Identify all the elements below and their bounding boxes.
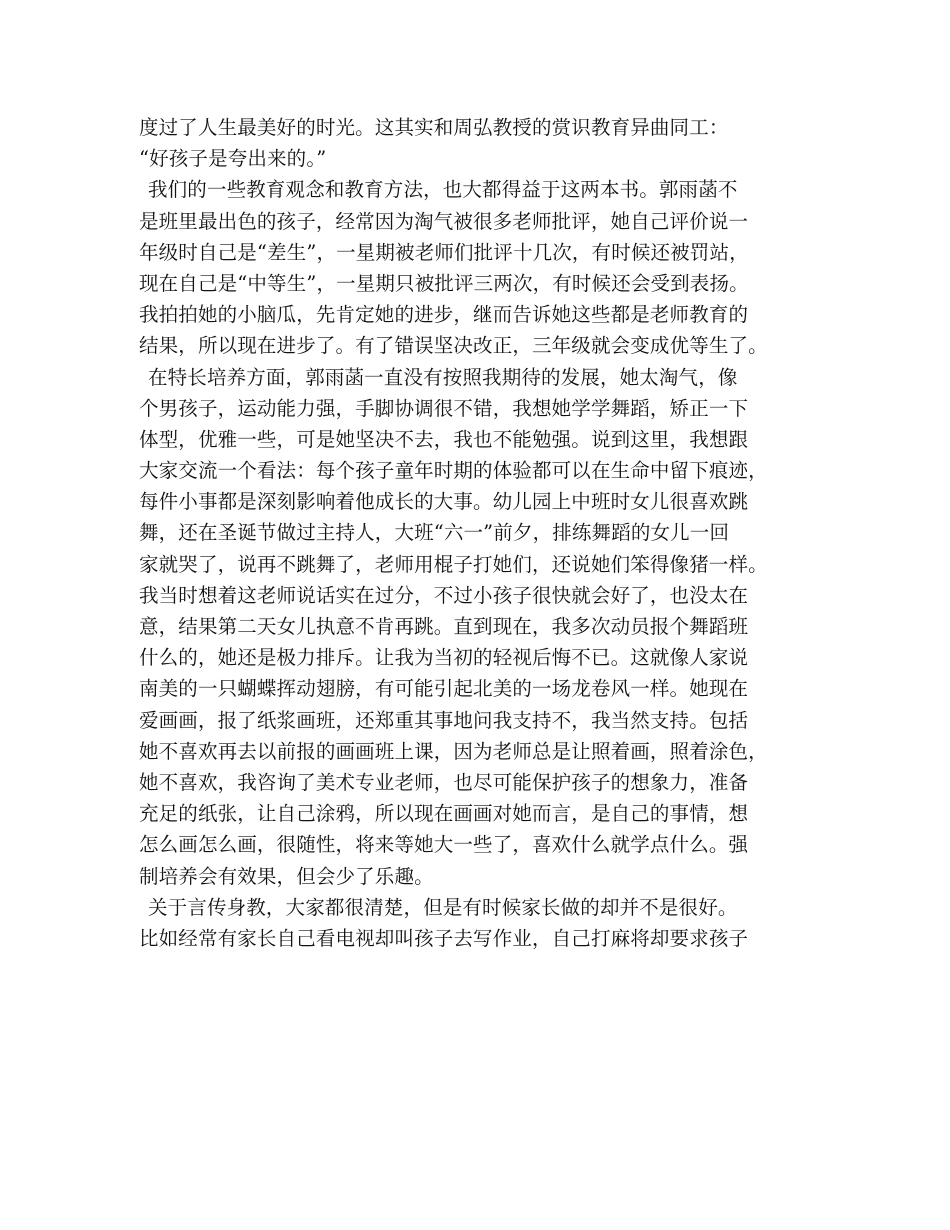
text-line: 家就哭了，说再不跳舞了，老师用棍子打她们，还说她们笨得像猪一样。	[139, 552, 768, 576]
text-line: 个男孩子，运动能力强，手脚协调很不错，我想她学学舞蹈，矫正一下	[139, 396, 749, 420]
text-line: 意，结果第二天女儿执意不肯再跳。直到现在，我多次动员报个舞蹈班	[139, 615, 749, 638]
text-line: 我当时想着这老师说话实在过分，不过小孩子很快就会好了，也没太在	[139, 583, 749, 607]
text-line: 爱画画，报了纸浆画班，还郑重其事地问我支持不，我当然支持。包括	[139, 708, 749, 732]
text-line: 她不喜欢再去以前报的画画班上课，因为老师总是让照着画，照着涂色，	[139, 739, 768, 763]
text-line: 她不喜欢，我咨询了美术专业老师，也尽可能保护孩子的想象力，准备	[139, 770, 749, 794]
text-line: 怎么画怎么画，很随性，将来等她大一些了，喜欢什么就学点什么。强	[139, 833, 749, 857]
text-line: 度过了人生最美好的时光。这其实和周弘教授的赏识教育异曲同工：	[139, 116, 729, 139]
body-text	[139, 112, 821, 954]
text-line: 舞，还在圣诞节做过主持人，大班“六一”前夕，排练舞蹈的女儿一回	[139, 521, 730, 545]
text-line: 充足的纸张，让自己涂鸦，所以现在画画对她而言，是自己的事情，想	[139, 802, 749, 826]
paragraph-first-line: 关于言传身教，大家都很清楚，但是有时候家长做的却并不是很好。	[148, 895, 738, 919]
text-line: “好孩子是夸出来的。”	[139, 147, 327, 171]
text-line: 什么的，她还是极力排斥。让我为当初的轻视后悔不已。这就像人家说	[139, 646, 749, 670]
text-line: 现在自己是“中等生”，一星期只被批评三两次，有时候还会受到表扬。	[139, 271, 749, 295]
text-line: 南美的一只蝴蝶挥动翅膀，有可能引起北美的一场龙卷风一样。她现在	[139, 677, 749, 701]
text-line: 年级时自己是“差生”，一星期被老师们批评十几次，有时候还被罚站，	[139, 240, 749, 264]
paragraph-first-line: 我们的一些教育观念和教育方法，也大都得益于这两本书。郭雨菡不	[148, 178, 738, 202]
text-line: 比如经常有家长自己看电视却叫孩子去写作业，自己打麻将却要求孩子	[139, 926, 749, 950]
text-line: 大家交流一个看法：每个孩子童年时期的体验都可以在生命中留下痕迹，	[139, 459, 768, 483]
text-line: 是班里最出色的孩子，经常因为淘气被很多老师批评，她自己评价说一	[139, 209, 749, 233]
text-line: 每件小事都是深刻影响着他成长的大事。幼儿园上中班时女儿很喜欢跳	[139, 490, 749, 514]
text-line: 体型，优雅一些，可是她坚决不去，我也不能勉强。说到这里，我想跟	[139, 427, 749, 451]
text-line: 我拍拍她的小脑瓜，先肯定她的进步，继而告诉她这些都是老师教育的	[139, 303, 749, 327]
text-line: 制培养会有效果，但会少了乐趣。	[139, 864, 434, 888]
paragraph-first-line: 在特长培养方面，郭雨菡一直没有按照我期待的发展，她太淘气，像	[148, 365, 738, 389]
text-line: 结果，所以现在进步了。有了错误坚决改正，三年级就会变成优等生了。	[139, 334, 768, 358]
